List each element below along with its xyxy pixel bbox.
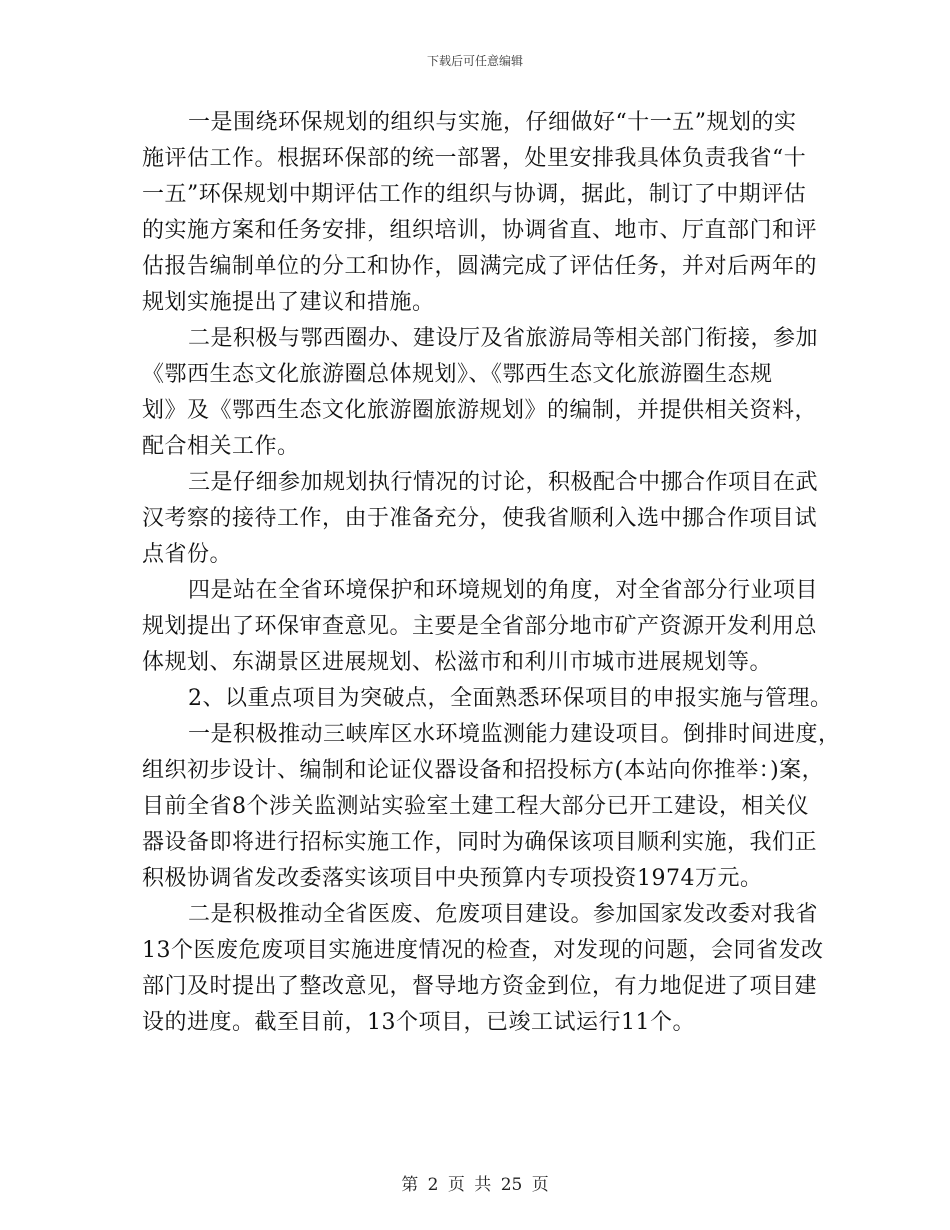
text-line: 二是积极与鄂西圈办、建设厅及省旅游局等相关部门衔接，参加: [188, 326, 819, 351]
document-body: [142, 105, 841, 1041]
text-line: 组织初步设计、编制和论证仪器设备和招投标方(本站向你推举：)案，: [142, 758, 825, 783]
text-line: 配合相关工作。: [142, 434, 300, 459]
page-header: 下载后可任意编辑: [426, 54, 523, 68]
text-line: 体规划、东湖景区进展规划、松滋市和利川市城市进展规划等。: [142, 650, 773, 675]
text-line: 四是站在全省环境保护和环境规划的角度，对全省部分行业项目: [188, 578, 819, 603]
text-line: 施评估工作。根据环保部的统一部署，处里安排我具体负责我省“十: [142, 146, 807, 171]
text-line: 估报告编制单位的分工和协作，圆满完成了评估任务，并对后两年的: [142, 254, 818, 279]
text-line: 汉考察的接待工作，由于准备充分，使我省顺利入选中挪合作项目试: [142, 506, 818, 531]
text-line: 规划提出了环保审查意见。主要是全省部分地市矿产资源开发利用总: [142, 614, 818, 639]
text-line: 点省份。: [142, 542, 233, 567]
page-footer: 第 2 页 共 25 页: [401, 1175, 549, 1195]
text-line: 目前全省8个涉关监测站实验室土建工程大部分已开工建设，相关仪: [142, 794, 809, 819]
text-line: 规划实施提出了建议和措施。: [142, 290, 435, 315]
text-line: 划》及《鄂西生态文化旅游圈旅游规划》的编制，并提供相关资料，: [142, 398, 818, 423]
text-line: 二是积极推动全省医废、危废项目建设。参加国家发改委对我省: [188, 902, 819, 927]
text-line: 一是围绕环保规划的组织与实施，仔细做好“十一五”规划的实: [188, 110, 797, 135]
text-line: 一五”环保规划中期评估工作的组织与协调，据此，制订了中期评估: [142, 182, 807, 207]
text-line: 的实施方案和任务安排，组织培训，协调省直、地市、厅直部门和评: [142, 218, 818, 243]
text-line: 2、以重点项目为突破点，全面熟悉环保项目的申报实施与管理。: [188, 686, 833, 711]
text-line: 三是仔细参加规划执行情况的讨论，积极配合中挪合作项目在武: [188, 470, 819, 495]
text-line: 器设备即将进行招标实施工作，同时为确保该项目顺利实施，我们正: [142, 830, 818, 855]
text-line: 13个医废危废项目实施进度情况的检查，对发现的问题，会同省发改: [142, 938, 824, 963]
text-line: 一是积极推动三峡库区水环境监测能力建设项目。倒排时间进度，: [188, 722, 841, 747]
text-line: 《鄂西生态文化旅游圈总体规划》、《鄂西生态文化旅游圈生态规: [142, 362, 773, 387]
text-line: 部门及时提出了整改意见，督导地方资金到位，有力地促进了项目建: [142, 974, 818, 999]
text-line: 积极协调省发改委落实该项目中央预算内专项投资1974万元。: [142, 866, 763, 891]
text-line: 设的进度。截至目前，13个项目，已竣工试运行11个。: [142, 1010, 695, 1035]
